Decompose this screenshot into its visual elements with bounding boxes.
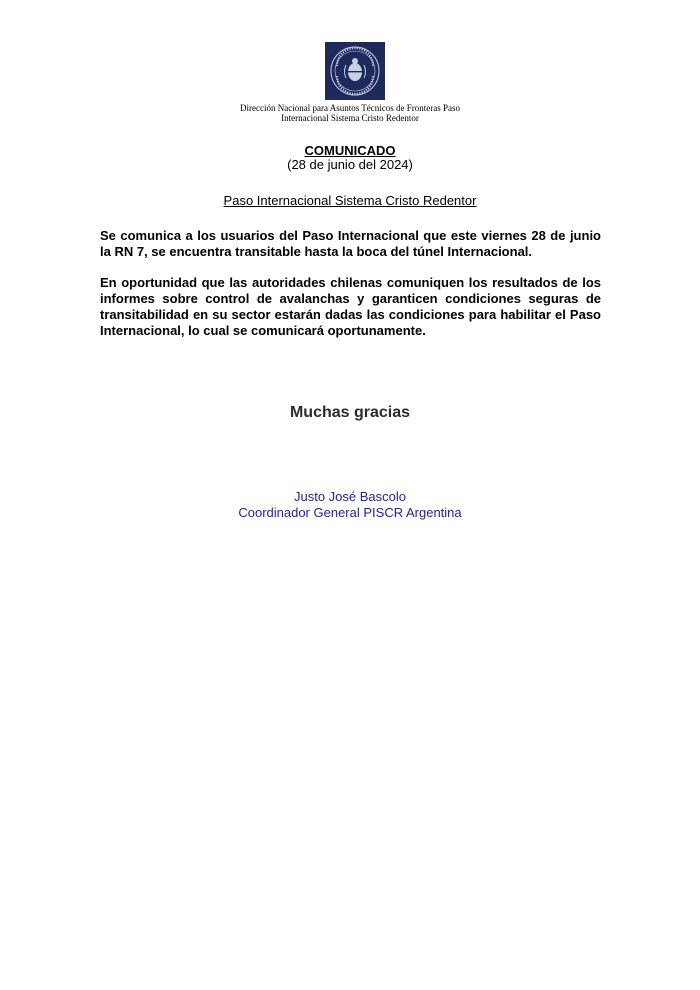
office-name-line-2: Internacional Sistema Cristo Redentor	[281, 113, 419, 123]
body-paragraph-2: En oportunidad que las autoridades chilenas comuniquen los resultados de los informes sobre control de avalanchas y garanticen condiciones seguras de transitabilidad en su sector estarán dadas las condiciones para habilitar el Paso Internacional, lo cual se comunicará oportunamente.	[100, 275, 601, 338]
office-header	[0, 103, 700, 123]
ministry-seal-logo	[325, 42, 385, 100]
signer-title: Coordinador General PISCR Argentina	[238, 505, 462, 520]
office-name-line-1: Dirección Nacional para Asuntos Técnicos de Fronteras Paso	[239, 103, 461, 113]
closing-thanks: Muchas gracias	[289, 404, 411, 421]
communique-title: COMUNICADO	[304, 143, 396, 158]
signature-block	[0, 489, 700, 521]
signer-name: Justo José Bascolo	[293, 489, 406, 504]
communique-subject: Paso Internacional Sistema Cristo Redentor	[223, 193, 477, 208]
body-paragraph-1: Se comunica a los usuarios del Paso Internacional que este viernes 28 de junio la RN 7, se encuentra transitable hasta la boca del túnel Internacional.	[100, 228, 601, 259]
communique-date: (28 de junio del 2024)	[287, 157, 413, 172]
